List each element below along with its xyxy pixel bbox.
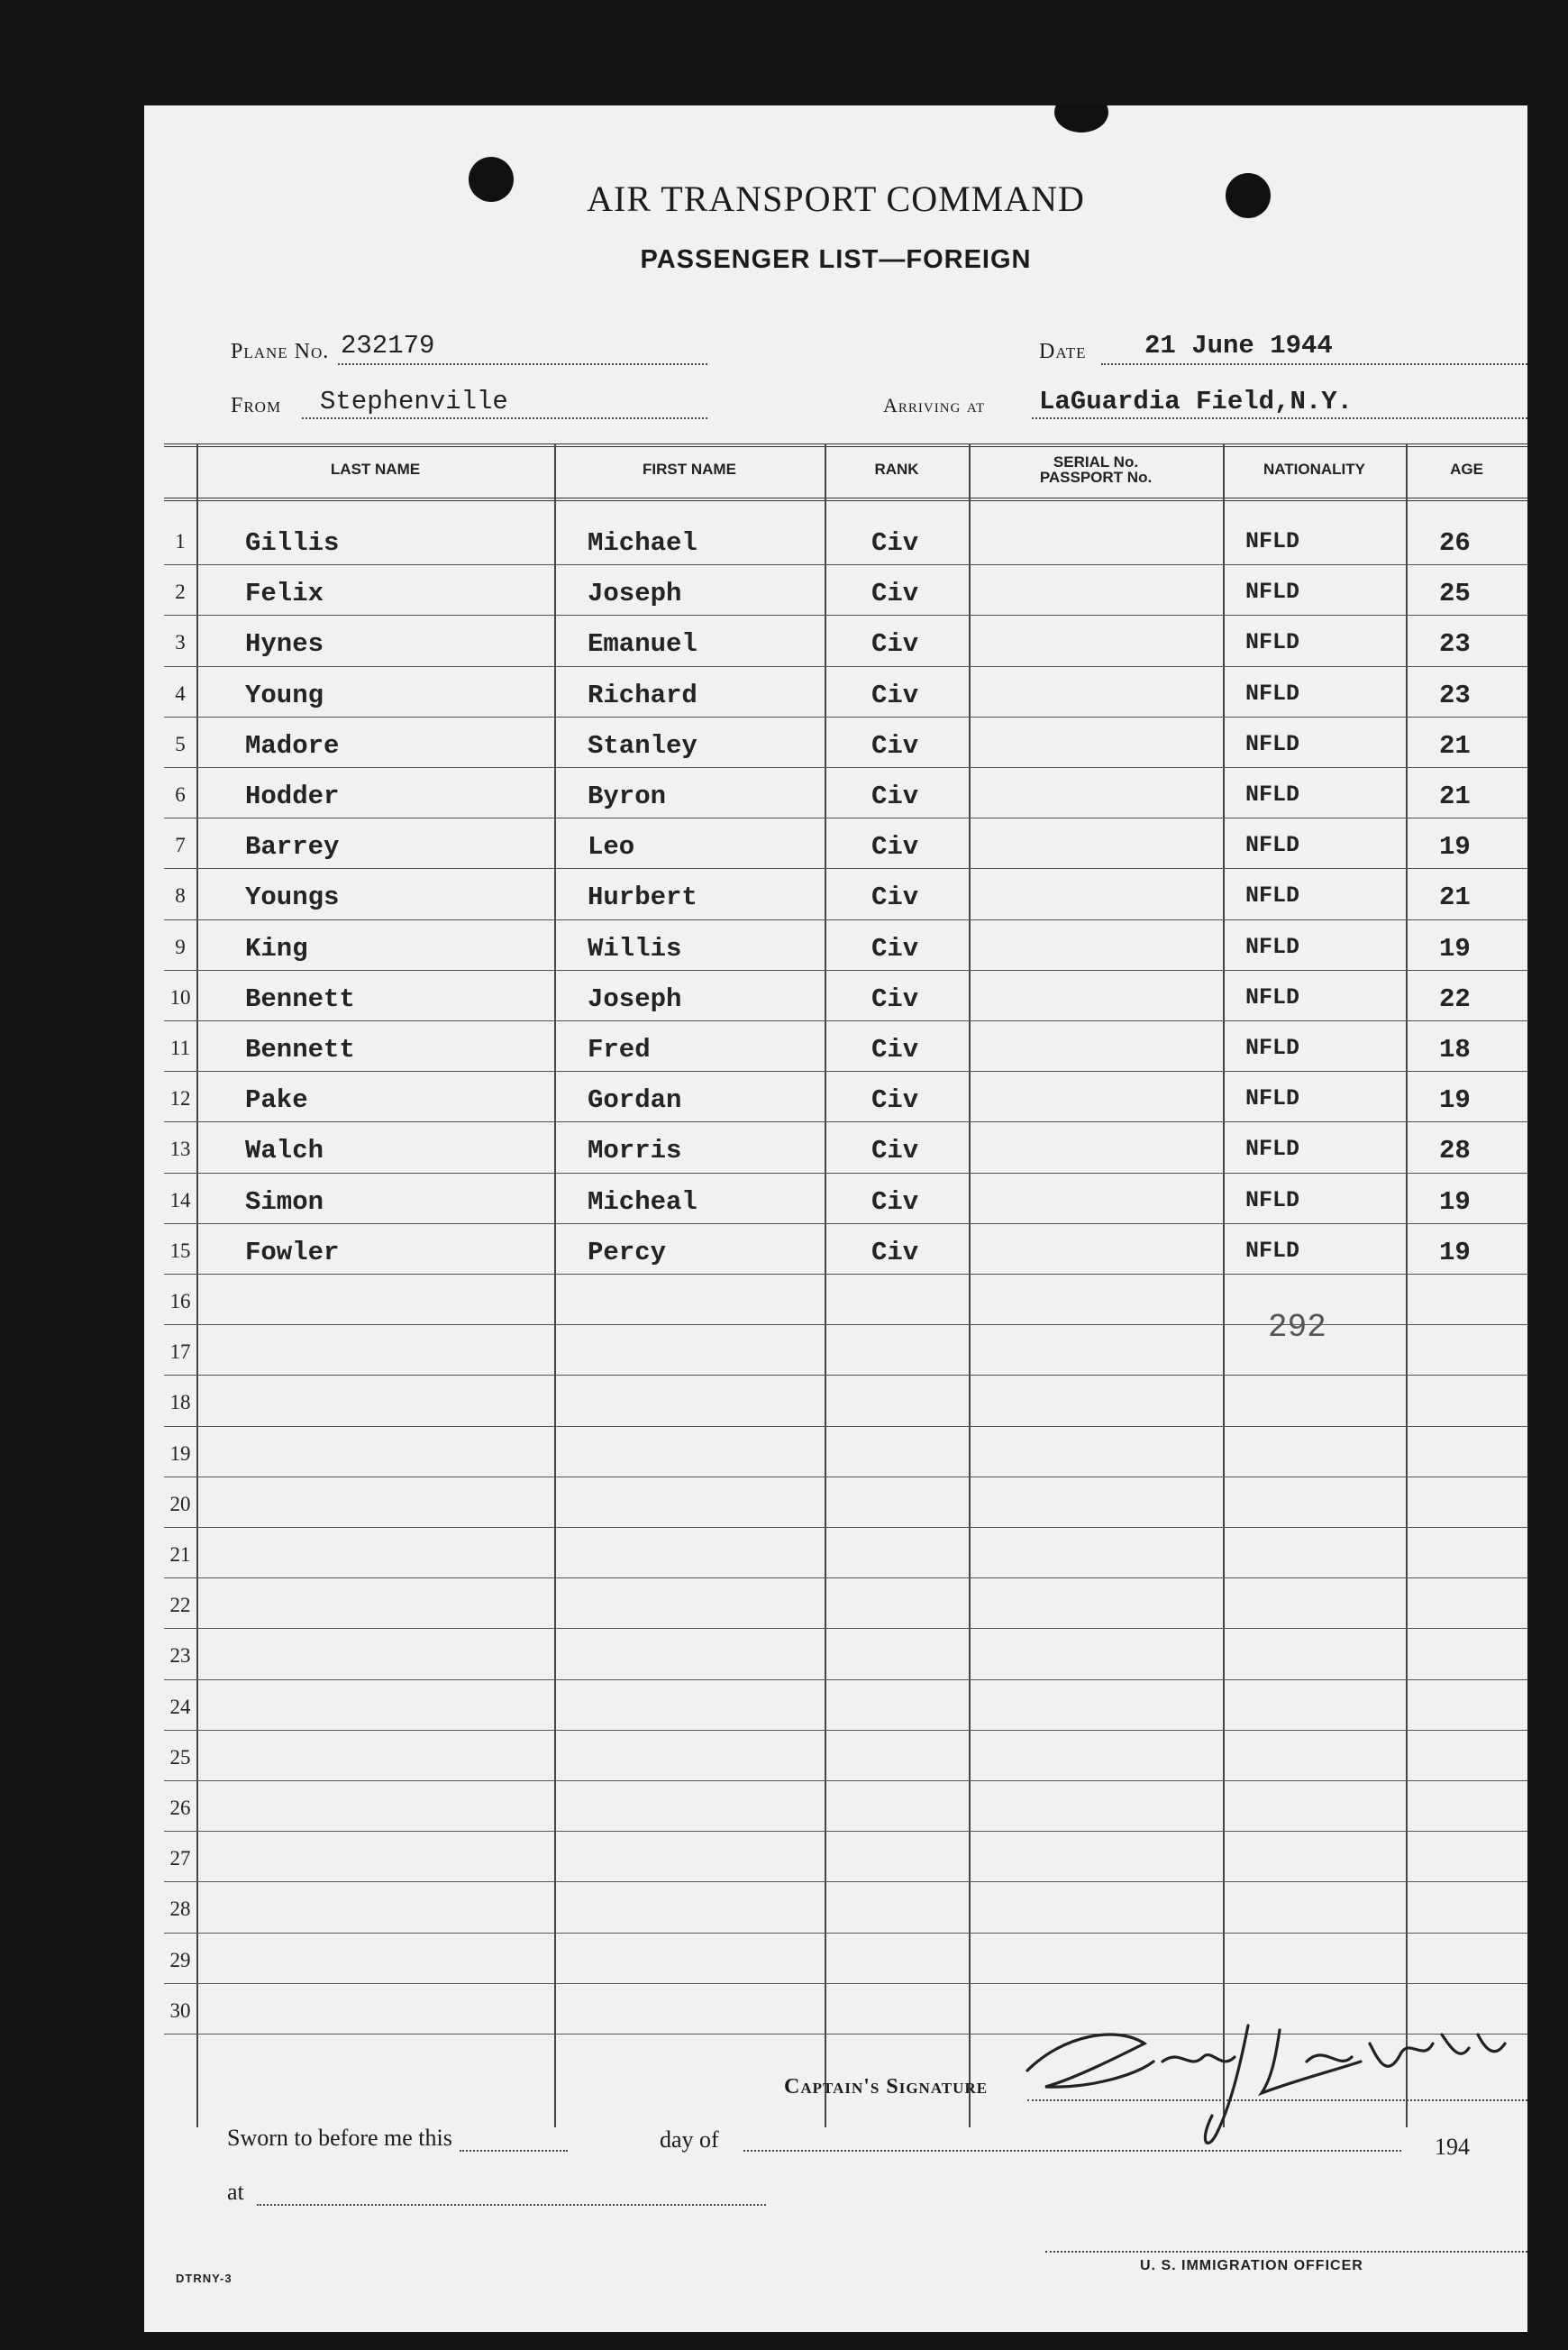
row-rule xyxy=(164,1628,1527,1629)
cell-nationality: NFLD xyxy=(1245,832,1300,859)
table-row xyxy=(164,1428,1527,1478)
captain-signature-label: Captain's Signature xyxy=(784,2075,989,2099)
row-rule xyxy=(164,970,1527,971)
row-rule xyxy=(164,564,1527,565)
col-header-last-name: LAST NAME xyxy=(330,461,421,478)
cell-rank: Civ xyxy=(871,782,919,811)
sworn-day-line xyxy=(460,2150,568,2152)
punch-hole-center xyxy=(1054,105,1108,133)
cell-age: 22 xyxy=(1439,983,1471,1014)
cell-age: 18 xyxy=(1439,1035,1471,1065)
cell-first-name: Percy xyxy=(588,1237,667,1267)
cell-last-name: Youngs xyxy=(245,882,340,913)
row-rule xyxy=(164,1881,1527,1882)
cell-rank: Civ xyxy=(871,1186,919,1217)
row-rule xyxy=(164,1121,1527,1122)
row-number: 28 xyxy=(169,1897,191,1921)
row-rule xyxy=(164,1223,1527,1224)
cell-last-name: Bennett xyxy=(245,1035,355,1065)
cell-first-name: Joseph xyxy=(588,983,682,1014)
cell-nationality: NFLD xyxy=(1245,1186,1300,1213)
cell-rank: Civ xyxy=(871,832,919,863)
row-number: 5 xyxy=(175,732,186,755)
row-number: 4 xyxy=(175,681,186,705)
passenger-table xyxy=(164,443,1527,2127)
table-row xyxy=(164,1630,1527,1680)
passenger-list-form xyxy=(144,105,1527,2332)
table-row xyxy=(164,819,1527,870)
row-number: 25 xyxy=(169,1745,191,1769)
col-header-age: AGE xyxy=(1450,461,1483,478)
row-rule xyxy=(164,868,1527,869)
plane-no-line xyxy=(338,363,707,365)
cell-age: 19 xyxy=(1439,933,1471,964)
table-header-rule xyxy=(164,498,1527,501)
cell-rank: Civ xyxy=(871,680,919,710)
at-line xyxy=(257,2204,766,2206)
at-label: at xyxy=(227,2179,244,2205)
arriving-value: LaGuardia Field,N.Y. xyxy=(1039,387,1354,416)
cell-nationality: NFLD xyxy=(1245,782,1300,808)
row-number: 15 xyxy=(169,1239,191,1262)
table-row xyxy=(164,1225,1527,1276)
cell-last-name: Felix xyxy=(245,579,324,609)
plane-no-value: 232179 xyxy=(341,331,435,361)
col-header-first-name: FIRST NAME xyxy=(643,461,736,478)
cell-age: 26 xyxy=(1439,528,1471,558)
cell-nationality: NFLD xyxy=(1245,579,1300,606)
cell-rank: Civ xyxy=(871,579,919,609)
cell-last-name: Young xyxy=(245,680,324,710)
row-number: 29 xyxy=(169,1948,191,1971)
table-row xyxy=(164,1478,1527,1529)
row-rule xyxy=(164,1730,1527,1731)
cell-rank: Civ xyxy=(871,983,919,1014)
cell-rank: Civ xyxy=(871,528,919,558)
table-row xyxy=(164,1732,1527,1782)
officer-label: U. S. IMMIGRATION OFFICER xyxy=(1140,2258,1363,2273)
cell-first-name: Byron xyxy=(588,782,667,811)
table-row xyxy=(164,1123,1527,1174)
table-row xyxy=(164,1376,1527,1427)
from-value: Stephenville xyxy=(320,387,508,416)
row-number: 17 xyxy=(169,1340,191,1364)
cell-nationality: NFLD xyxy=(1245,1136,1300,1163)
sworn-label: Sworn to before me this xyxy=(227,2125,452,2151)
table-row xyxy=(164,668,1527,718)
row-number: 21 xyxy=(169,1543,191,1566)
row-number: 20 xyxy=(169,1492,191,1515)
cell-nationality: NFLD xyxy=(1245,882,1300,910)
row-number: 11 xyxy=(169,1037,191,1059)
cell-first-name: Fred xyxy=(588,1035,651,1065)
table-row xyxy=(164,1022,1527,1073)
row-rule xyxy=(164,717,1527,718)
cell-last-name: Hynes xyxy=(245,629,324,660)
row-number: 14 xyxy=(169,1188,191,1212)
table-row xyxy=(164,1681,1527,1732)
officer-line xyxy=(1045,2251,1527,2253)
cell-rank: Civ xyxy=(871,1035,919,1065)
year-label: 194 xyxy=(1435,2134,1470,2160)
cell-last-name: Pake xyxy=(245,1085,308,1116)
table-row xyxy=(164,1073,1527,1123)
date-line xyxy=(1101,363,1527,365)
row-rule xyxy=(164,1577,1527,1578)
row-number: 24 xyxy=(169,1695,191,1718)
cell-rank: Civ xyxy=(871,1237,919,1267)
cell-first-name: Stanley xyxy=(588,730,697,761)
cell-age: 21 xyxy=(1439,882,1471,913)
stamped-number: 292 xyxy=(1268,1309,1326,1346)
col-header-rank: RANK xyxy=(874,461,919,478)
cell-last-name: Hodder xyxy=(245,782,340,811)
row-rule xyxy=(164,1375,1527,1376)
row-number: 2 xyxy=(175,581,186,604)
cell-first-name: Hurbert xyxy=(588,882,697,913)
arriving-line xyxy=(1032,417,1527,419)
row-number: 27 xyxy=(169,1847,191,1870)
row-number: 18 xyxy=(169,1391,191,1414)
table-row xyxy=(164,1782,1527,1833)
row-rule xyxy=(164,1274,1527,1275)
cell-age: 21 xyxy=(1439,782,1471,811)
cell-first-name: Joseph xyxy=(588,579,682,609)
row-number: 9 xyxy=(175,935,186,958)
cell-last-name: Simon xyxy=(245,1186,324,1217)
sworn-month-line xyxy=(743,2150,1401,2152)
table-row xyxy=(164,1529,1527,1579)
col-header-serial-line1: SERIAL No. xyxy=(1053,453,1139,471)
from-label: From xyxy=(231,394,282,417)
cell-first-name: Leo xyxy=(588,832,635,863)
row-number: 10 xyxy=(169,985,191,1009)
cell-first-name: Emanuel xyxy=(588,629,697,660)
cell-rank: Civ xyxy=(871,730,919,761)
arriving-label: Arriving at xyxy=(883,394,986,416)
cell-rank: Civ xyxy=(871,933,919,964)
col-header-nationality: NATIONALITY xyxy=(1263,461,1365,478)
row-rule xyxy=(164,1426,1527,1427)
form-subtitle: PASSENGER LIST—FOREIGN xyxy=(640,245,1032,274)
date-label: Date xyxy=(1039,340,1087,363)
cell-age: 19 xyxy=(1439,1085,1471,1116)
row-number: 6 xyxy=(175,783,186,806)
table-row xyxy=(164,769,1527,819)
cell-nationality: NFLD xyxy=(1245,1237,1300,1264)
cell-age: 28 xyxy=(1439,1136,1471,1166)
table-row xyxy=(164,921,1527,972)
cell-rank: Civ xyxy=(871,629,919,660)
table-row xyxy=(164,972,1527,1022)
cell-last-name: Walch xyxy=(245,1136,324,1166)
row-number: 30 xyxy=(169,1998,191,2022)
table-row xyxy=(164,1579,1527,1630)
row-rule xyxy=(164,1933,1527,1934)
table-row xyxy=(164,718,1527,769)
cell-age: 25 xyxy=(1439,579,1471,609)
cell-age: 23 xyxy=(1439,680,1471,710)
row-rule xyxy=(164,1527,1527,1528)
row-number: 12 xyxy=(169,1087,191,1111)
row-number: 1 xyxy=(175,530,186,553)
cell-last-name: Bennett xyxy=(245,983,355,1014)
row-rule xyxy=(164,767,1527,768)
row-rule xyxy=(164,615,1527,616)
table-row xyxy=(164,870,1527,920)
cell-nationality: NFLD xyxy=(1245,730,1300,757)
row-number: 8 xyxy=(175,884,186,908)
table-row xyxy=(164,617,1527,667)
row-rule xyxy=(164,1173,1527,1174)
cell-age: 19 xyxy=(1439,1237,1471,1267)
table-top-rule xyxy=(164,443,1527,447)
row-number: 22 xyxy=(169,1594,191,1617)
cell-nationality: NFLD xyxy=(1245,528,1300,554)
cell-first-name: Michael xyxy=(588,528,697,558)
cell-age: 23 xyxy=(1439,629,1471,660)
cell-nationality: NFLD xyxy=(1245,680,1300,707)
cell-first-name: Morris xyxy=(588,1136,682,1166)
row-rule xyxy=(164,1679,1527,1680)
cell-first-name: Willis xyxy=(588,933,682,964)
row-number: 13 xyxy=(169,1138,191,1161)
day-of-label: day of xyxy=(660,2126,719,2153)
row-rule xyxy=(164,1831,1527,1832)
cell-rank: Civ xyxy=(871,1085,919,1116)
table-row xyxy=(164,516,1527,566)
row-number: 16 xyxy=(169,1290,191,1312)
cell-first-name: Micheal xyxy=(588,1186,697,1217)
row-rule xyxy=(164,1780,1527,1781)
cell-nationality: NFLD xyxy=(1245,983,1300,1010)
row-number: 19 xyxy=(169,1441,191,1465)
date-value: 21 June 1944 xyxy=(1144,331,1333,361)
table-row xyxy=(164,1883,1527,1934)
cell-age: 19 xyxy=(1439,832,1471,863)
row-number: 3 xyxy=(175,631,186,654)
table-row xyxy=(164,1934,1527,1985)
row-number: 26 xyxy=(169,1797,191,1819)
row-number: 23 xyxy=(169,1644,191,1668)
row-rule xyxy=(164,919,1527,920)
table-row xyxy=(164,566,1527,617)
cell-age: 21 xyxy=(1439,730,1471,761)
table-row xyxy=(164,1833,1527,1883)
cell-last-name: King xyxy=(245,933,308,964)
table-row xyxy=(164,1175,1527,1225)
row-rule xyxy=(164,666,1527,667)
cell-rank: Civ xyxy=(871,882,919,913)
row-number: 7 xyxy=(175,834,186,857)
cell-nationality: NFLD xyxy=(1245,1035,1300,1061)
cell-first-name: Gordan xyxy=(588,1085,682,1116)
cell-nationality: NFLD xyxy=(1245,629,1300,656)
cell-first-name: Richard xyxy=(588,680,697,710)
plane-no-label: Plane No. xyxy=(231,340,330,363)
form-code: DTRNY-3 xyxy=(176,2272,232,2285)
cell-last-name: Fowler xyxy=(245,1237,340,1267)
from-line xyxy=(302,417,707,419)
col-header-serial xyxy=(969,454,1223,485)
col-header-serial-line2: PASSPORT No. xyxy=(1039,469,1153,486)
cell-nationality: NFLD xyxy=(1245,933,1300,960)
cell-nationality: NFLD xyxy=(1245,1085,1300,1112)
cell-age: 19 xyxy=(1439,1186,1471,1217)
row-rule xyxy=(164,1071,1527,1072)
cell-last-name: Madore xyxy=(245,730,340,761)
row-rule xyxy=(164,1983,1527,1984)
cell-last-name: Gillis xyxy=(245,528,340,558)
cell-last-name: Barrey xyxy=(245,832,340,863)
form-title: AIR TRANSPORT COMMAND xyxy=(587,178,1085,219)
cell-rank: Civ xyxy=(871,1136,919,1166)
row-rule xyxy=(164,1020,1527,1021)
